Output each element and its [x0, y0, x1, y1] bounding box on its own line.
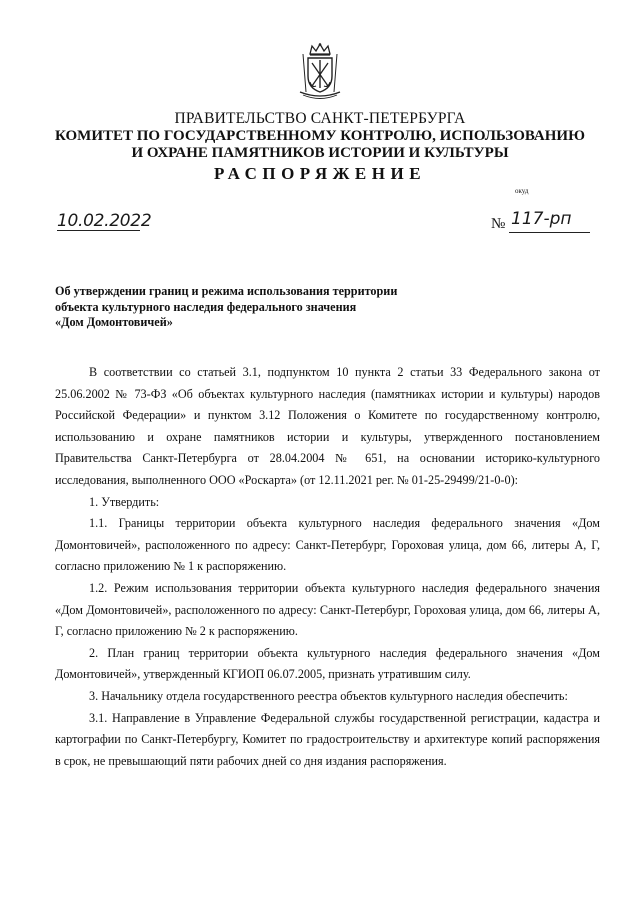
subject-line: объекта культурного наследия федерального значения [55, 299, 357, 314]
committee-title-line-2: И ОХРАНЕ ПАМЯТНИКОВ ИСТОРИИ И КУЛЬТУРЫ [131, 145, 509, 161]
number-underline [509, 232, 590, 233]
okud-label: окуд [515, 187, 529, 195]
document-body [55, 362, 600, 772]
item-1-paragraph: 1. Утвердить: [89, 494, 160, 509]
subject-line: Об утверждении границ и режима использования территории [55, 284, 398, 298]
date-underline [57, 230, 140, 231]
coat-of-arms-icon [295, 42, 345, 100]
item-2-paragraph: 2. План границ территории объекта культурного наследия федерального значения «Дом Домонтовичей», утвержденный КГИОП 06.07.2005, признать утратившим силу. [55, 645, 600, 682]
document-number: 117-рп [511, 209, 572, 229]
item-3-1-paragraph: 3.1. Направление в Управление Федеральной службы государственной регистрации, кадастра и картографии по Санкт-Петербургу, Комитет по градостроительству и архитектуре копий распоряжения в срок, не превышающий пяти рабочих дней со дня издания распоряжения. [55, 710, 600, 768]
item-1-2-paragraph: 1.2. Режим использования территории объекта культурного наследия федерального значения «Дом Домонтовичей», расположенного по адресу: Санкт-Петербург, Гороховая улица, дом 66, литеры А, Г, согласно приложению № 2 к распоряжению. [55, 580, 600, 639]
item-1-1-paragraph: 1.1. Границы территории объекта культурного наследия федерального значения «Дом Домонтовичей», расположенного по адресу: Санкт-Петербург, Гороховая улица, дом 66, литеры А, Г, согласно приложению № 1 к распоряжению. [55, 516, 600, 574]
number-sign: № [491, 216, 506, 232]
committee-title-line-1: КОМИТЕТ ПО ГОСУДАРСТВЕННОМУ КОНТРОЛЮ, ИСПОЛЬЗОВАНИЮ [55, 128, 585, 144]
item-3-paragraph: 3. Начальнику отдела государственного реестра объектов культурного наследия обеспечить: [89, 688, 568, 703]
government-title: ПРАВИТЕЛЬСТВО САНКТ-ПЕТЕРБУРГА [174, 110, 466, 127]
document-type: РАСПОРЯЖЕНИЕ [213, 164, 427, 183]
document-subject [55, 284, 397, 331]
subject-line: «Дом Домонтовичей» [55, 315, 173, 329]
document-date: 10.02.2022 [57, 211, 152, 231]
preamble-paragraph: В соответствии со статьей 3.1, подпунктом 10 пункта 2 статьи 33 Федерального закона от 25.06.2002 № 73-ФЗ «Об объектах культурного наследия (памятниках истории и культуры) народов Российской Федерации» и пунктом 3.12 Положения о Комитете по государственному контролю, использованию и охране памятников истории и культуры, утвержденного постановлением Правительства Санкт-Петербурга от 28.04.2004 № 651, на основании историко-культурного исследования, выполненного ООО «Роскарта» (от 12.11.2021 рег. № 01-25-29499/21-0-0): [55, 365, 600, 487]
